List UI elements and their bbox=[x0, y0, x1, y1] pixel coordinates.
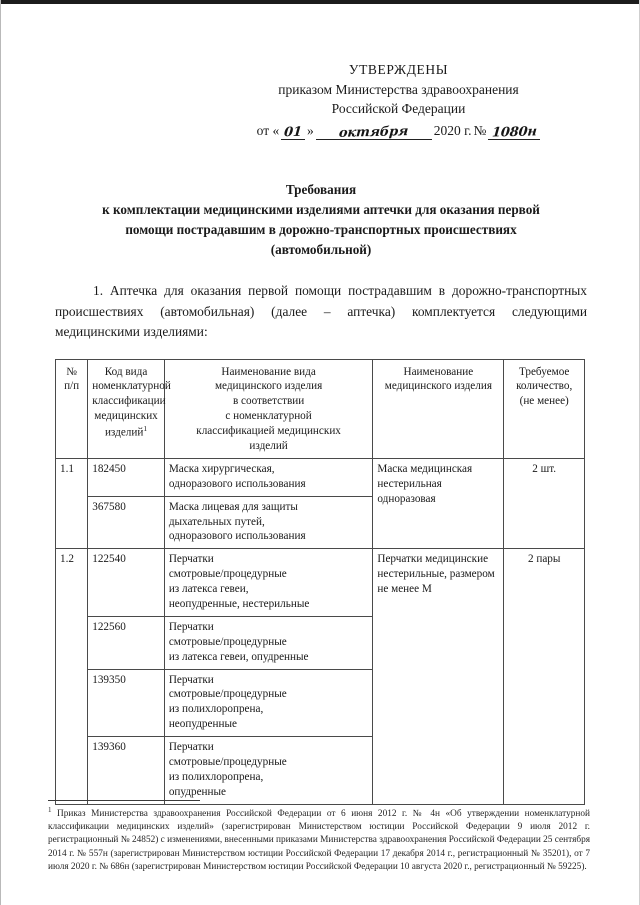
cell-code: 122540 bbox=[88, 549, 165, 617]
footnote-text bbox=[48, 806, 590, 874]
footnote-block bbox=[48, 800, 593, 874]
cell-quantity: 2 пары bbox=[504, 549, 585, 804]
date-prefix-label: от « bbox=[256, 122, 280, 138]
number-symbol-label: № bbox=[473, 122, 487, 138]
cell-kind: Перчатки смотровые/процедурные из полихлоропрена, неопудренные bbox=[164, 669, 373, 737]
date-quote-close-label: » bbox=[306, 122, 314, 138]
table-body bbox=[56, 458, 585, 804]
title-line-3: (автомобильной) bbox=[270, 241, 372, 257]
requirements-table bbox=[55, 359, 585, 805]
table-row bbox=[56, 458, 585, 496]
footnote-marker-ref: 1 bbox=[143, 424, 148, 434]
column-header-kind: Наименование вида медицинского изделия в соответствии с номенклатурной классификацией медицинских изделий bbox=[164, 359, 373, 458]
cell-code: 182450 bbox=[88, 458, 165, 496]
column-header-name: Наименование медицинского изделия bbox=[373, 359, 504, 458]
title-main: Требования bbox=[285, 182, 357, 198]
cell-kind: Перчатки смотровые/процедурные из полихлоропрена, опудренные bbox=[164, 737, 373, 805]
page-title bbox=[55, 180, 587, 259]
cell-number: 1.1 bbox=[56, 458, 88, 548]
cell-kind: Маска хирургическая, одноразового использования bbox=[164, 458, 373, 496]
date-number-field bbox=[488, 125, 540, 141]
column-header-quantity: Требуемое количество, (не менее) bbox=[504, 359, 585, 458]
cell-quantity: 2 шт. bbox=[504, 458, 585, 548]
cell-code: 122560 bbox=[88, 616, 165, 669]
cell-kind: Перчатки смотровые/процедурные из латекса гевеи, неопудренные, нестерильные bbox=[164, 549, 373, 617]
cell-code: 367580 bbox=[88, 496, 165, 549]
column-header-number: № п/п bbox=[56, 359, 88, 458]
approval-heading: УТВЕРЖДЕНЫ bbox=[348, 62, 449, 77]
cell-kind: Перчатки смотровые/процедурные из латекса гевеи, опудренные bbox=[164, 616, 373, 669]
approval-federation-line: Российской Федерации bbox=[331, 101, 466, 117]
cell-number: 1.2 bbox=[56, 549, 88, 804]
date-day-handwriting: 01 bbox=[283, 124, 303, 140]
footnote-body: Приказ Министерства здравоохранения Российской Федерации от 6 июня 2012 г. № 4н «Об утверждении номенклатурной классификации медицинских изделий» (зарегистрирован Министерством юстиции Российской Федерации 9 июля 2012 г. регистрационный № 24852) с изменениями, внесенными приказами Министерства здравоохранения Российской Федерации 25 сентября 2014 г. № 557н (зарегистрирован Министерством юстиции Российской Федерации 17 декабря 2014 г., регистрационный № 35201), от 7 июля 2020 г. № 686н (зарегистрирован Министерством юстиции Российской Федерации 10 августа 2020 г., регистрационный № 59225). bbox=[48, 809, 590, 872]
approval-date-line bbox=[210, 121, 587, 141]
cell-code: 139350 bbox=[88, 669, 165, 737]
date-month-handwriting: октября bbox=[338, 123, 409, 141]
cell-kind: Маска лицевая для защиты дыхательных путей, одноразового использования bbox=[164, 496, 373, 549]
date-year-label: 2020 г. bbox=[433, 122, 472, 138]
page-content bbox=[55, 0, 587, 805]
cell-name: Перчатки медицинские нестерильные, размером не менее М bbox=[373, 549, 504, 804]
cell-code: 139360 bbox=[88, 737, 165, 805]
approval-ministry-line: приказом Министерства здравоохранения bbox=[278, 81, 519, 97]
date-day-field bbox=[281, 125, 305, 141]
title-line-1: к комплектации медицинскими изделиями аптечки для оказания первой bbox=[102, 202, 540, 218]
cell-name: Маска медицинская нестерильная одноразовая bbox=[373, 458, 504, 548]
date-number-handwriting: 1080н bbox=[491, 124, 538, 141]
column-header-code: Код вида номенклатурной классификации медицинских изделий$^1$ bbox=[88, 359, 165, 458]
table-row bbox=[56, 549, 585, 617]
scan-edge-left bbox=[0, 0, 1, 905]
title-line-2: помощи пострадавшим в дорожно-транспортных происшествиях bbox=[125, 221, 517, 237]
table-header bbox=[56, 359, 585, 458]
date-month-field bbox=[316, 125, 432, 141]
table-header-row bbox=[56, 359, 585, 458]
footnote-marker: 1 bbox=[48, 806, 52, 814]
footnote-separator bbox=[48, 800, 200, 801]
intro-paragraph: 1. Аптечка для оказания первой помощи пострадавшим в дорожно-транспортных происшествиях (автомобильная) (далее – аптечка) комплектуется следующими медицинскими изделиями: bbox=[55, 283, 587, 340]
approval-block bbox=[55, 60, 587, 140]
